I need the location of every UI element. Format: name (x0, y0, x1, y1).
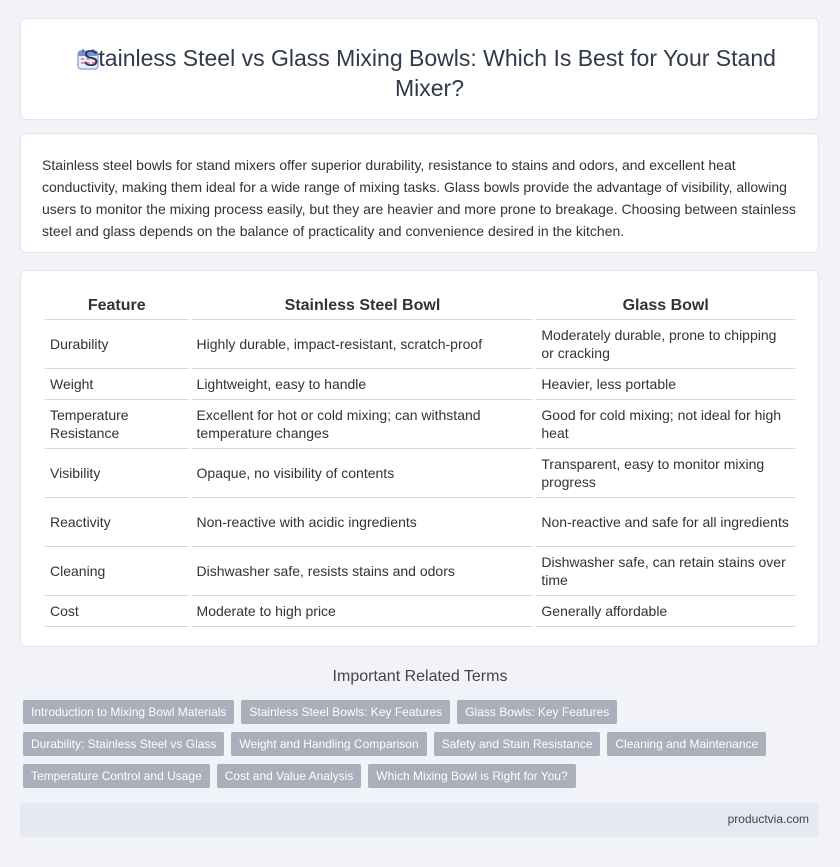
related-tag[interactable]: Glass Bowls: Key Features (457, 700, 617, 724)
related-terms-tags (23, 700, 823, 788)
related-tag[interactable]: Which Mixing Bowl is Right for You? (368, 764, 575, 788)
table-cell: Weight (45, 369, 189, 400)
table-cell: Moderate to high price (192, 596, 534, 627)
footer-site-link[interactable]: productvia.com (727, 812, 809, 826)
table-row (45, 369, 795, 400)
table-cell: Non-reactive and safe for all ingredients (536, 498, 795, 547)
related-tag[interactable]: Introduction to Mixing Bowl Materials (23, 700, 234, 724)
related-tag[interactable]: Cleaning and Maintenance (607, 732, 766, 756)
table-row (45, 449, 795, 498)
table-cell: Highly durable, impact-resistant, scratch-proof (192, 320, 534, 369)
table-row (45, 498, 795, 547)
table-cell: Transparent, easy to monitor mixing progress (536, 449, 795, 498)
table-cell: Opaque, no visibility of contents (192, 449, 534, 498)
intro-card (20, 133, 819, 253)
table-cell: Good for cold mixing; not ideal for high heat (536, 400, 795, 449)
table-cell: Cleaning (45, 547, 189, 596)
table-cell: Visibility (45, 449, 189, 498)
footer (20, 803, 819, 837)
table-cell: Heavier, less portable (536, 369, 795, 400)
table-cell: Dishwasher safe, resists stains and odors (192, 547, 534, 596)
table-header-stainless: Stainless Steel Bowl (192, 294, 534, 320)
table-row (45, 400, 795, 449)
table-cell: Lightweight, easy to handle (192, 369, 534, 400)
comparison-table-card (20, 270, 819, 647)
table-header-glass: Glass Bowl (536, 294, 795, 320)
related-terms-title: Important Related Terms (332, 668, 508, 685)
related-tag[interactable]: Weight and Handling Comparison (231, 732, 426, 756)
table-cell: Dishwasher safe, can retain stains over time (536, 547, 795, 596)
related-tag[interactable]: Cost and Value Analysis (217, 764, 362, 788)
table-cell: Excellent for hot or cold mixing; can withstand temperature changes (192, 400, 534, 449)
related-tag[interactable]: Durability: Stainless Steel vs Glass (23, 732, 224, 756)
related-tag[interactable]: Temperature Control and Usage (23, 764, 210, 788)
table-cell: Cost (45, 596, 189, 627)
table-cell: Generally affordable (536, 596, 795, 627)
table-cell: Temperature Resistance (45, 400, 189, 449)
related-tag[interactable]: Stainless Steel Bowls: Key Features (241, 700, 450, 724)
table-row (45, 596, 795, 627)
table-cell: Moderately durable, prone to chipping or cracking (536, 320, 795, 369)
header-card (20, 18, 819, 120)
table-cell: Reactivity (45, 498, 189, 547)
page-title: Stainless Steel vs Glass Mixing Bowls: Which Is Best for Your Stand Mixer? (83, 45, 776, 101)
intro-text: Stainless steel bowls for stand mixers offer superior durability, resistance to stains and odors, and excellent heat conductivity, making them ideal for a wide range of mixing tasks. Glass bowls provide the advantage of visibility, allowing users to monitor the mixing process easily, but they are heavier and more prone to breakage. Choosing between stainless steel and glass depends on the balance of practicality and convenience desired in the kitchen. (42, 157, 796, 239)
table-row (45, 547, 795, 596)
table-header-feature: Feature (45, 294, 189, 320)
table-cell: Non-reactive with acidic ingredients (192, 498, 534, 547)
table-row (45, 320, 795, 369)
related-tag[interactable]: Safety and Stain Resistance (434, 732, 601, 756)
comparison-table (42, 294, 798, 627)
table-cell: Durability (45, 320, 189, 369)
